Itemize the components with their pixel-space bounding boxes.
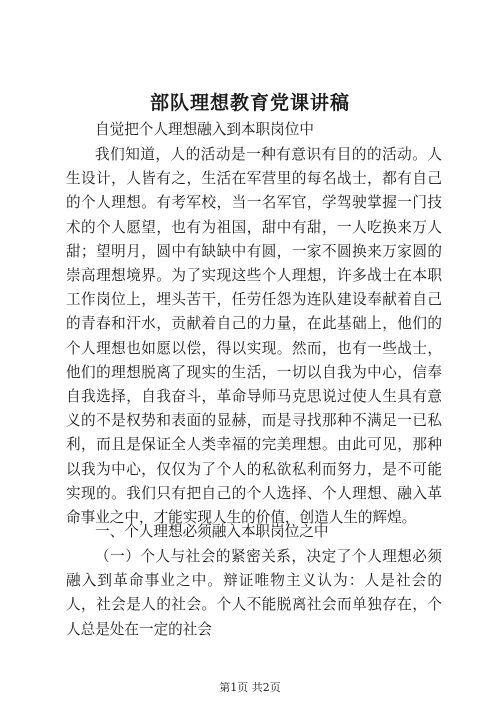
body-paragraph: 我们知道，人的活动是一种有意识有目的的活动。人生设计，人皆有之，生活在军营里的每名战士，都有自己的个人理想。有考军校，当一名军官，学驾驶掌握一门技术的个人愿望，也有为祖国，甜中有甜，一人吃换来万人甜；望明月，圆中有缺缺中有圆，一家不圆换来万家圆的崇高理想境界。为了实现这些个人理想，许多战士在本职工作岗位上，埋头苦干，任劳任怨为连队建设奉献着自己的青春和汗水，贡献着自己的力量，在此基础上，他们的个人理想也如愿以偿，得以实现。然而，也有一些战士，他们的理想脱离了现实的生活，一切以自我为中心，信奉自我选择，自我奋斗，革命导师马克思说过使人生具有意义的不是权势和表面的显赫，而是寻找那种不满足一已私利，而且是保证全人类幸福的完美理想。由此可见，那种以我为中心，仅仅为了个人的私欲私利而努力，是不可能实现的。我们只有把自己的个人选择、个人理想、融入革命事业之中，才能实现人生的价值，创造人生的辉煌。 xyxy=(66,146,442,527)
section-heading: 一、个人理想必须融入本职岗位之中 xyxy=(95,523,329,540)
page-footer: 第1页 共2页 xyxy=(219,681,281,694)
document-subtitle: 自觉把个人理想融入到本职岗位中 xyxy=(95,121,314,138)
body-paragraph: （一）个人与社会的紧密关系，决定了个人理想必须融入到革命事业之中。辩证唯物主义认为：人是社会的人，社会是人的社会。个人不能脱离社会而单独存在，个人总是处在一定的社会 xyxy=(66,548,442,638)
document-title: 部队理想教育党课讲稿 xyxy=(149,92,350,114)
